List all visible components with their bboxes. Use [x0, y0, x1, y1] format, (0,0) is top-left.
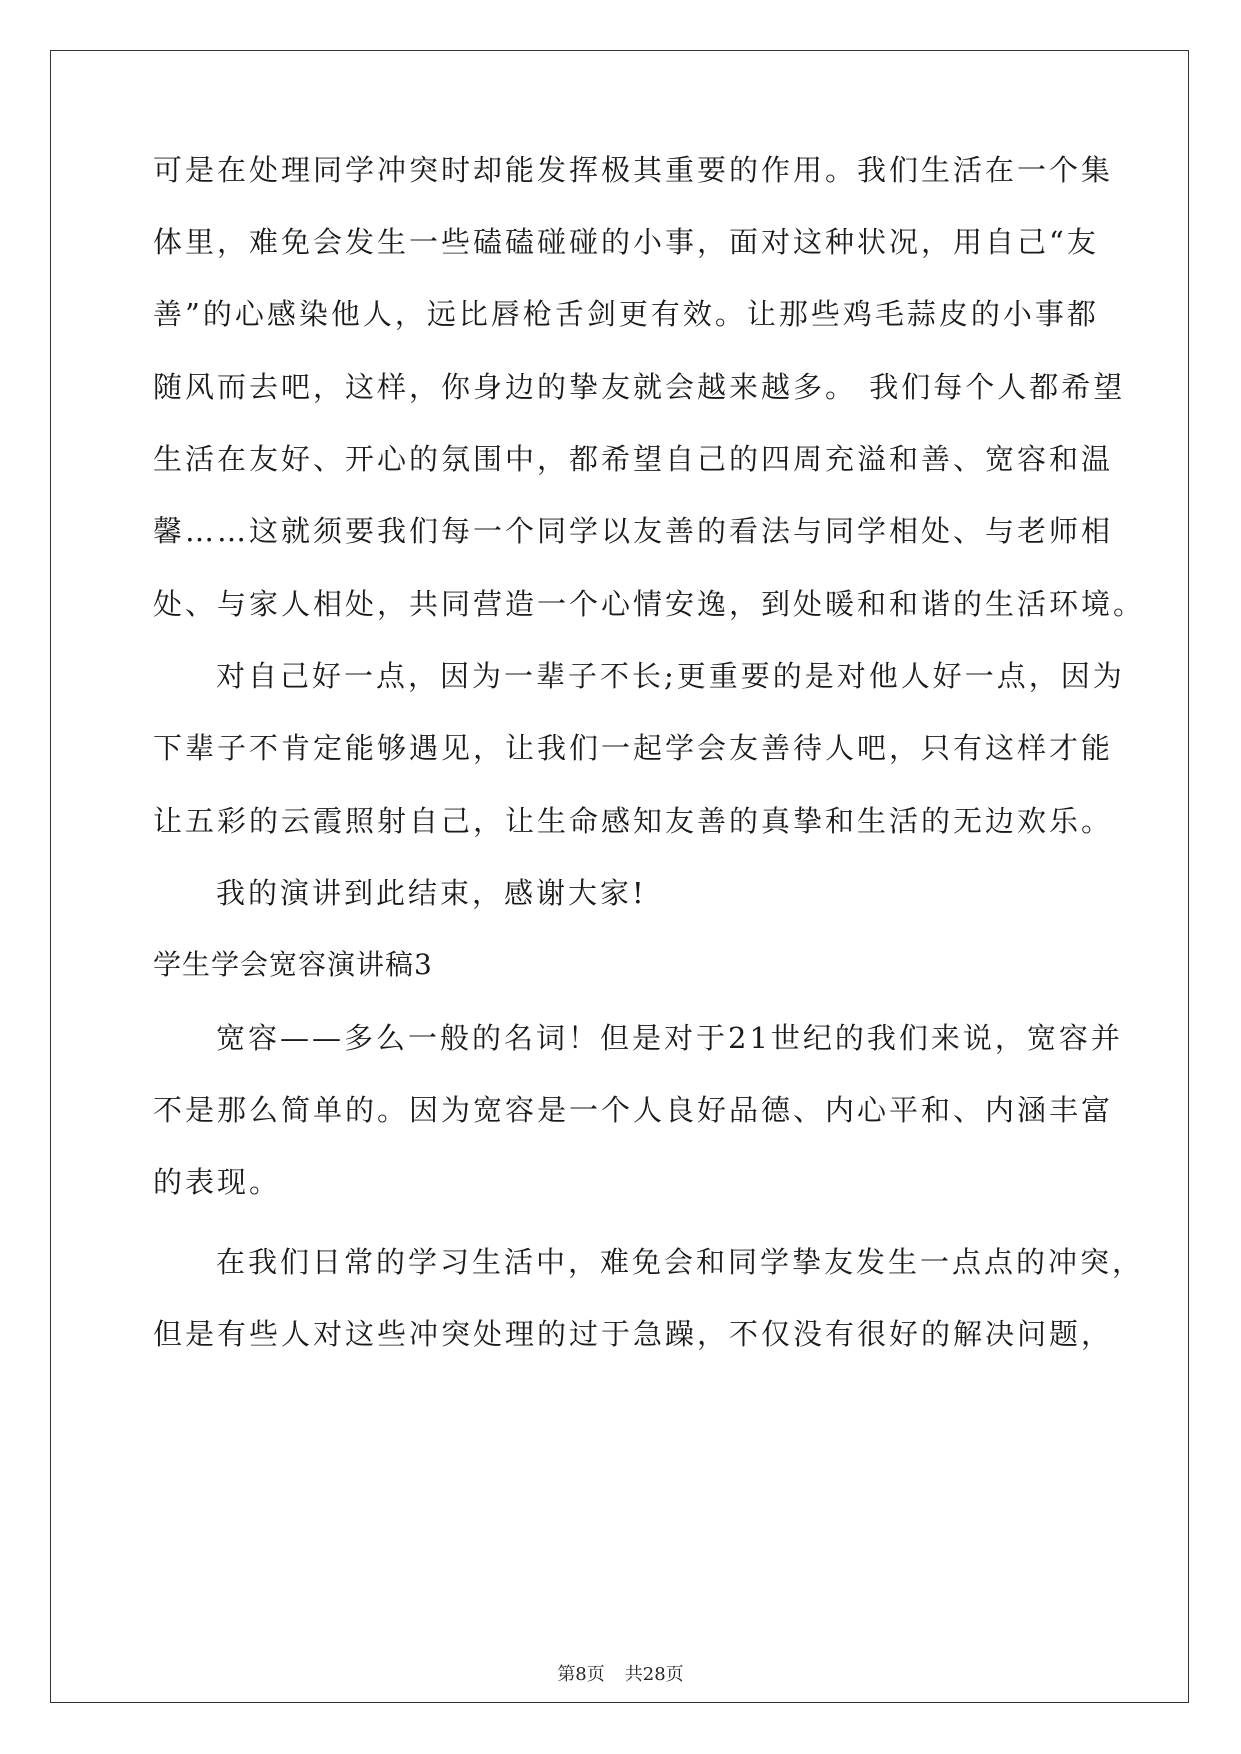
- text-line: 让五彩的云霞照射自己，让生命感知友善的真挚和生活的无边欢乐。: [153, 804, 1114, 838]
- text-line: 但是有些人对这些冲突处理的过于急躁，不仅没有很好的解决问题，: [153, 1317, 1114, 1351]
- text-line: 馨……这就须要我们每一个同学以友善的看法与同学相处、与老师相: [153, 514, 1114, 548]
- paragraph-start-line: 在我们日常的学习生活中，难免会和同学挚友发生一点点的冲突，: [216, 1245, 1145, 1279]
- page-number: 第8页: [557, 1664, 605, 1685]
- text-line: 的表现。: [153, 1165, 282, 1199]
- paragraph-start-line: 对自己好一点，因为一辈子不长;更重要的是对他人好一点，因为: [216, 659, 1125, 693]
- text-line: 下辈子不肯定能够遇见，让我们一起学会友善待人吧，只有这样才能: [153, 731, 1114, 765]
- section-heading: 学生学会宽容演讲稿3: [153, 948, 433, 981]
- page-total: 共28页: [624, 1664, 684, 1685]
- text-line: 体里，难免会发生一些磕磕碰碰的小事，面对这种状况，用自己“友: [153, 225, 1099, 259]
- text-line: 善”的心感染他人，远比唇枪舌剑更有效。让那些鸡毛蒜皮的小事都: [153, 297, 1099, 331]
- closing-line: 我的演讲到此结束，感谢大家!: [216, 876, 647, 910]
- text-line: 随风而去吧，这样，你身边的挚友就会越来越多。 我们每个人都希望: [153, 370, 1126, 404]
- text-line: 生活在友好、开心的氛围中，都希望自己的四周充溢和善、宽容和温: [153, 442, 1114, 476]
- paragraph-start-line: 宽容——多么一般的名词！但是对于21世纪的我们来说，宽容并: [216, 1021, 1123, 1055]
- text-line: 处、与家人相处，共同营造一个心情安逸，到处暖和和谐的生活环境。: [153, 587, 1146, 621]
- text-line: 可是在处理同学冲突时却能发挥极其重要的作用。我们生活在一个集: [153, 153, 1114, 187]
- page-footer: [0, 1663, 1241, 1687]
- text-line: 不是那么简单的。因为宽容是一个人良好品德、内心平和、内涵丰富: [153, 1093, 1114, 1127]
